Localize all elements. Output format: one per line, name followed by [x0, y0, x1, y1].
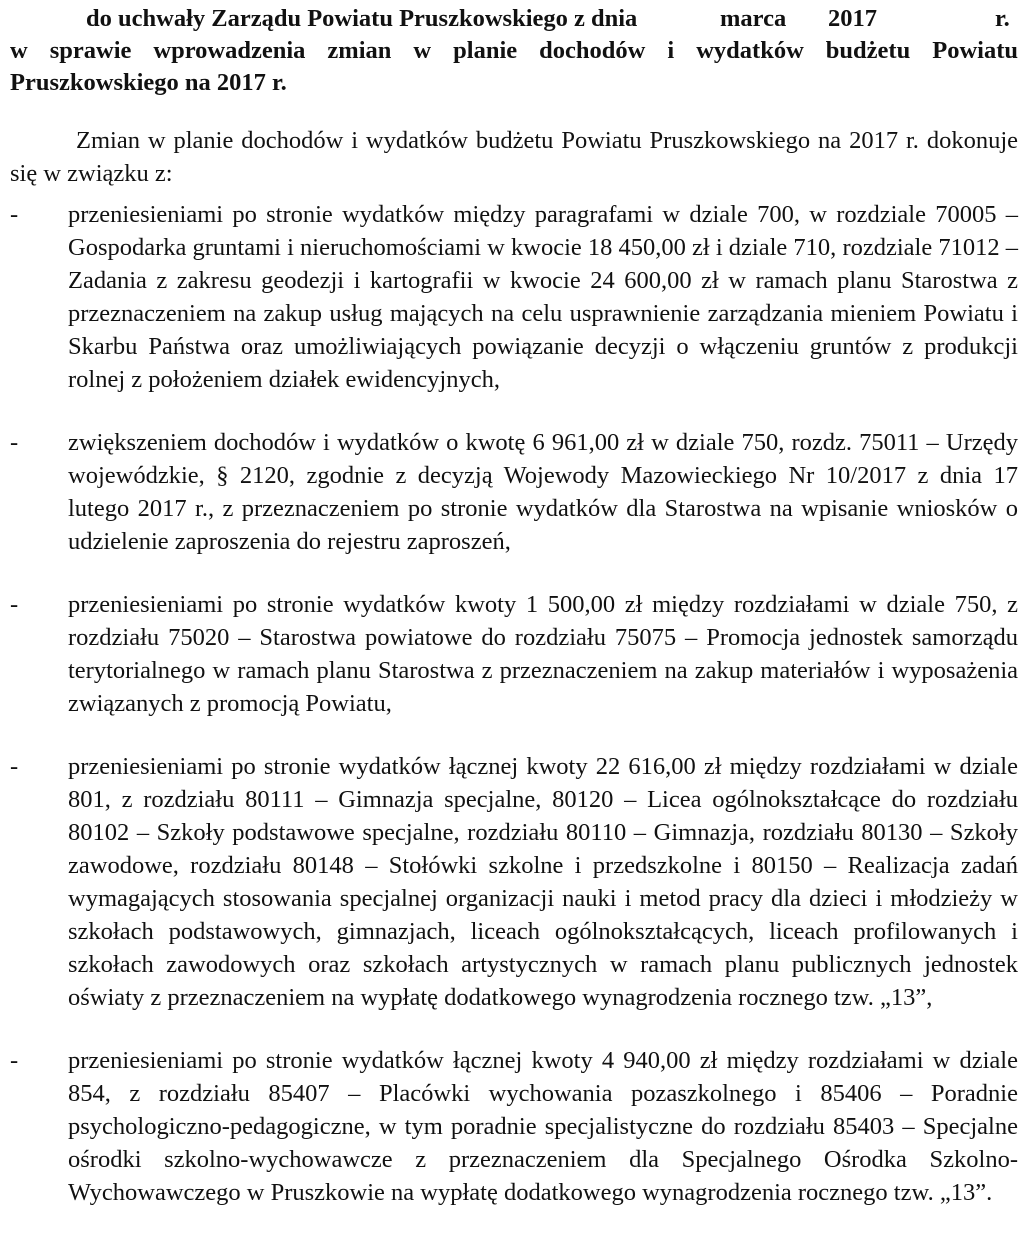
- list-item-text: przeniesieniami po stronie wydatków łącznej kwoty 22 616,00 zł między rozdziałami w dziale 801, z rozdziału 80111 – Gimnazja specjalne, 80120 – Licea ogólnokształcące do rozdziału 80102 – Szkoły podstawowe specjalne, rozdziału 80110 – Gimnazja, rozdziału 80130 – Szkoły zawodowe, rozdziału 80148 – Stołówki szkolne i przedszkolne i 80150 – Realizacja zadań wymagających stosowania specjalnej organizacji nauki i metod pracy dla dzieci i młodzieży w szkołach podstawowych, gimnazjach, liceach ogólnokształcących, liceach profilowanych i szkołach zawodowych oraz szkołach artystycznych w ramach planu publicznych jednostek oświaty z przeznaczeniem na wypłatę dodatkowego wynagrodzenia rocznego tzw. „13”,: [68, 753, 1018, 1011]
- list-item-text: przeniesieniami po stronie wydatków kwoty 1 500,00 zł między rozdziałami w dziale 750, z rozdziału 75020 – Starostwa powiatowe do rozdziału 75075 – Promocja jednostek samorządu terytorialnego w ramach planu Starostwa z przeznaczeniem na zakup materiałów i wyposażenia związanych z promocją Powiatu,: [68, 591, 1018, 717]
- resolution-year-suffix: r.: [995, 5, 1010, 32]
- list-item: [10, 426, 1018, 558]
- document-subject-line-1: w sprawie wprowadzenia zmian w planie dochodów i wydatków budżetu Powiatu: [10, 37, 1018, 64]
- list-item-text: przeniesieniami po stronie wydatków między paragrafami w dziale 700, w rozdziale 70005 – Gospodarka gruntami i nieruchomościami w kwocie 18 450,00 zł i dziale 710, rozdziale 71012 – Zadania z zakresu geodezji i kartografii w kwocie 24 600,00 zł w ramach planu Starostwa z przeznaczeniem na zakup usług mających na celu usprawnienie zarządzania mieniem Powiatu i Skarbu Państwa oraz umożliwiających powiązanie decyzji o włączeniu gruntów z produkcji rolnej z położeniem działek ewidencyjnych,: [68, 201, 1018, 393]
- list-item: [10, 198, 1018, 396]
- bullet-dash: -: [10, 1047, 19, 1074]
- list-item: [10, 588, 1018, 720]
- list-item-text: przeniesieniami po stronie wydatków łącznej kwoty 4 940,00 zł między rozdziałami w dziale 854, z rozdziału 85407 – Placówki wychowania pozaszkolnego i 85406 – Poradnie psychologiczno-pedagogiczne, w tym poradnie specjalistyczne do rozdziału 85403 – Specjalne ośrodki szkolno-wychowawcze z przeznaczeniem dla Specjalnego Ośrodka Szkolno-Wychowawczego w Pruszkowie na wypłatę dodatkowego wynagrodzenia rocznego tzw. „13”.: [68, 1047, 1018, 1206]
- list-item: [10, 750, 1018, 1014]
- bullet-dash: -: [10, 591, 19, 618]
- resolution-year: 2017: [828, 5, 877, 32]
- intro-paragraph: Zmian w planie dochodów i wydatków budżetu Powiatu Pruszkowskiego na 2017 r. dokonuje się w związku z:: [10, 127, 1018, 187]
- list-item-text: zwiększeniem dochodów i wydatków o kwotę 6 961,00 zł w dziale 750, rozdz. 75011 – Urzędy wojewódzkie, § 2120, zgodnie z decyzją Wojewody Mazowieckiego Nr 10/2017 z dnia 17 lutego 2017 r., z przeznaczeniem po stronie wydatków dla Starostwa na wpisanie wniosków o udzielenie zaproszenia do rejestru zaproszeń,: [68, 429, 1018, 555]
- bullet-dash: -: [10, 429, 19, 456]
- list-item: [10, 1044, 1018, 1209]
- resolution-month: marca: [720, 5, 787, 32]
- changes-list: [10, 198, 1018, 1239]
- bullet-dash: -: [10, 201, 19, 228]
- bullet-dash: -: [10, 753, 19, 780]
- resolution-reference-text: do uchwały Zarządu Powiatu Pruszkowskiego z dnia: [86, 5, 638, 32]
- document-subject-line-2: Pruszkowskiego na 2017 r.: [10, 69, 287, 96]
